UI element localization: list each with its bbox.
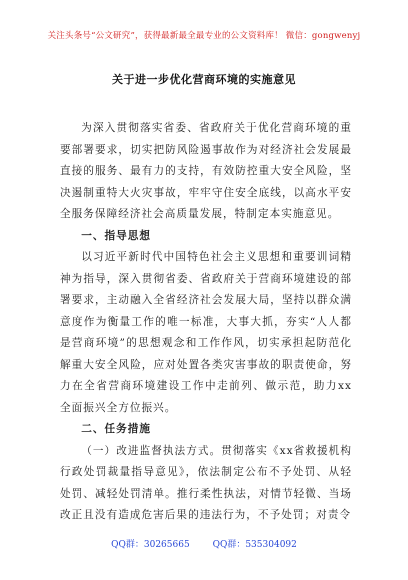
header-area: [0, 0, 408, 50]
section-paragraph-tasks: （一）改进监督执法方式。贯彻落实《xx省救援机构行政处罚裁量指导意见》，依法制定公布不予处罚、从轻处罚、减轻处罚清单。推行柔性执法，对情节轻微、当场改正且没有造成危害后果的违法行为，不予处罚；对责令: [60, 444, 352, 521]
section-paragraph-guiding-ideology: 以习近平新时代中国特色社会主义思想和重要训词精神为指导，深入贯彻省委、省政府关于营商环境建设的部署要求，主动融入全省经济社会发展大局，坚持以群众满意度作为衡量工作的唯一标准，大事大抓，夯实“人人都是营商环境”的思想观念和工作作风，切实承担起防范化解重大安全风险，应对处置各类灾害事故的职责使命，努力在全省营商环境建设工作中走前列、做示范，助力xx全面振兴全方位振兴。: [60, 251, 352, 414]
footer-qq-group-2: QQ群：535304092: [212, 540, 297, 550]
document-title: 关于进一步优化营商环境的实施意见: [112, 73, 296, 86]
document-body: [60, 118, 352, 527]
footer-qq-group-1: QQ群：30265665: [111, 540, 190, 550]
footer: [0, 537, 408, 550]
section-heading-guiding-ideology: 一、指导思想: [81, 229, 152, 242]
promo-banner: 关注头条号“公文研究”，获得最新最全最专业的公文资料库！ 微信：gongwenyj: [47, 31, 361, 41]
intro-paragraph: 为深入贯彻落实省委、省政府关于优化营商环境的重要部署要求，切实把防风险遏事故作为对经济社会发展最直接的服务、最有力的支持，有效防控重大安全风险，坚决遏制重特大火灾事故，牢牢守住安全底线，以高水平安全服务保障经济社会高质量发展，特制定本实施意见。: [60, 122, 352, 220]
section-heading-tasks: 二、任务措施: [81, 423, 152, 435]
